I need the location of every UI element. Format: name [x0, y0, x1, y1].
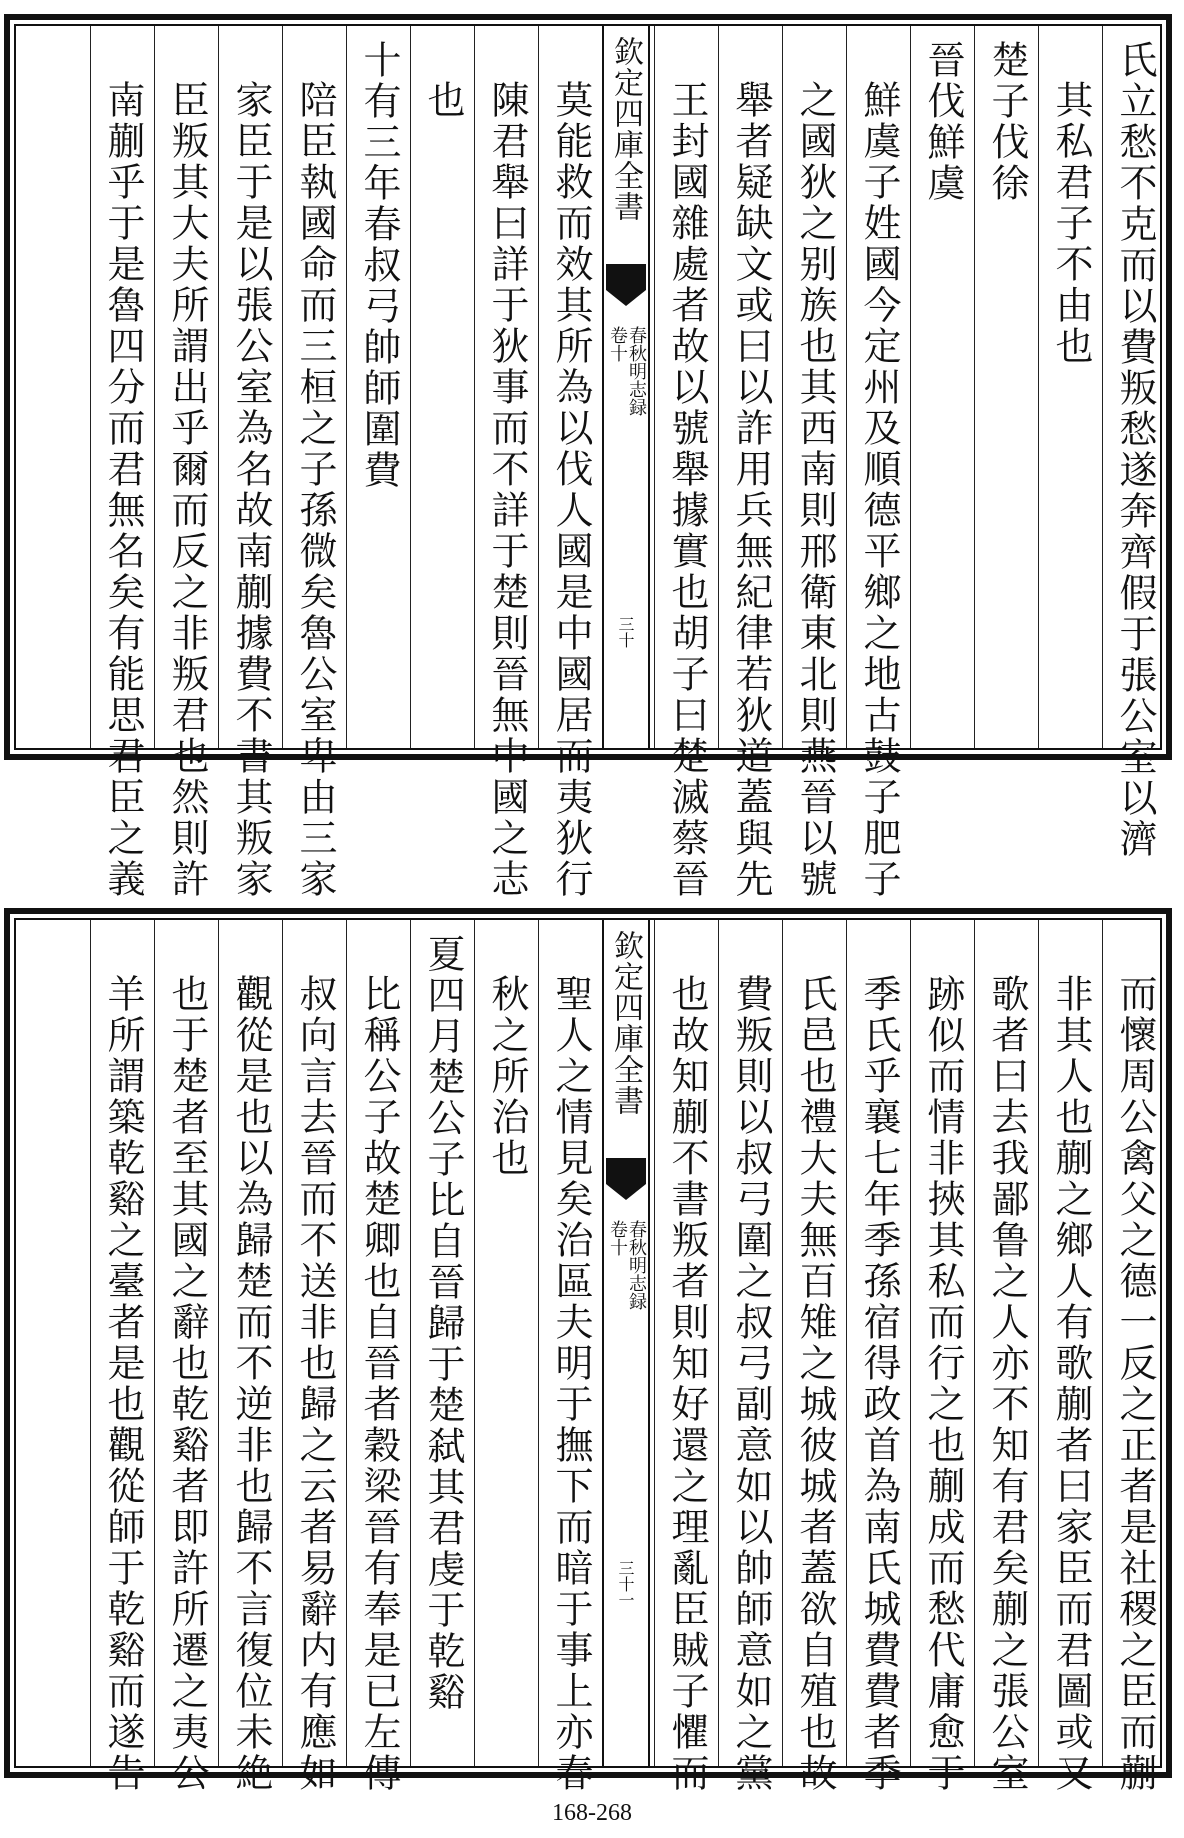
book-series-title: 欽定四庫全書: [608, 930, 643, 1116]
text-column: [718, 26, 782, 900]
column-text: 十有三年春叔弓帥師圍費: [357, 40, 401, 491]
column-text: 舉者疑缺文或曰以詐用兵無紀律若狄道蓋與先: [729, 80, 773, 900]
top-page: [4, 14, 1172, 900]
text-column: [846, 920, 910, 1794]
text-column: [154, 920, 218, 1794]
book-title: 春秋明志録: [626, 326, 647, 416]
column-text: 之國狄之别族也其西南則邢衛東北則燕晉以號: [793, 80, 837, 900]
text-column: [282, 920, 346, 1794]
top-page-inner-border: [14, 24, 1162, 900]
column-text: 叔向言去晉而不送非也歸之云者易辭内有應如: [293, 974, 337, 1794]
column-text: 費叛則以叔弓圍之叔弓副意如以帥師意如之黨: [729, 974, 773, 1794]
book-series-title: 欽定四庫全書: [608, 36, 643, 222]
text-column: [282, 26, 346, 900]
column-text: 也于楚者至其國之辭也乾谿者即許所遷之夷公: [165, 974, 209, 1794]
column-text: 陪臣執國命而三桓之子孫微矣魯公室卑由三家: [293, 80, 337, 900]
column-text: 也故知蒯不書叛者則知好還之理亂臣賊子懼而: [665, 974, 709, 1794]
column-text: 臣叛其大夫所謂出乎爾而反之非叛君也然則許: [165, 80, 209, 900]
text-column: [346, 920, 410, 1794]
column-text: 也: [421, 80, 465, 121]
text-column: [1038, 920, 1102, 1794]
top-columns: [16, 26, 1160, 900]
column-text: 羊所謂築乾谿之臺者是也觀從師于乾谿而遂告: [101, 974, 145, 1794]
column-text: 陳君舉曰詳于狄事而不詳于楚則晉無中國之志: [485, 80, 529, 900]
page-footer-number: 168-268: [552, 1800, 632, 1826]
text-column: [90, 26, 154, 900]
column-text: 季氏乎襄七年季孫宿得政首為南氏城費費者季: [857, 974, 901, 1794]
text-column: [1102, 920, 1166, 1794]
center-fold-banxin: [602, 26, 650, 748]
text-column: [410, 920, 474, 1766]
column-text: 氏邑也禮大夫無百雉之城彼城者蓋欲自殖也故: [793, 974, 837, 1794]
fishtail-mark-icon: [606, 264, 646, 290]
volume-label: 卷十: [607, 326, 628, 362]
volume-label: 卷十: [607, 1220, 628, 1256]
text-column: [218, 26, 282, 900]
column-text: 跡似而情非挾其私而行之也蒯成而愁代庸愈于: [921, 974, 965, 1794]
text-column: [538, 26, 602, 900]
text-column: [1038, 26, 1102, 748]
column-text: 南蒯乎于是魯四分而君無名矣有能思君臣之義: [101, 80, 145, 900]
text-column: [846, 26, 910, 900]
bottom-columns: [16, 920, 1160, 1794]
column-text: 其私君子不由也: [1049, 80, 1093, 367]
column-text: 楚子伐徐: [985, 40, 1029, 204]
leaf-number: 三十一: [616, 1560, 635, 1608]
leaf-number: 三十: [616, 616, 635, 648]
bottom-page: [4, 908, 1172, 1794]
fishtail-mark-icon: [606, 1158, 646, 1184]
bottom-page-inner-border: [14, 918, 1162, 1794]
text-column: [410, 26, 474, 748]
column-text: 鮮虞子姓國今定州及順德平鄉之地古鼓子肥子: [857, 80, 901, 900]
column-text: 莫能救而效其所為以伐人國是中國居而夷狄行: [549, 80, 593, 900]
column-text: 氏立愁不克而以費叛愁遂奔齊假于張公室以濟: [1113, 40, 1157, 860]
text-column: [910, 26, 974, 748]
text-column: [654, 920, 718, 1794]
column-text: 家臣于是以張公室為名故南蒯據費不書其叛家: [229, 80, 273, 900]
text-column: [974, 26, 1038, 748]
text-column: [474, 920, 538, 1766]
text-column: [974, 920, 1038, 1794]
column-text: 王封國雜處者故以號舉據實也胡子曰楚滅蔡晉: [665, 80, 709, 900]
text-column: [1102, 26, 1166, 860]
text-column: [910, 920, 974, 1794]
text-column: [538, 920, 602, 1794]
column-text: 晉伐鮮虞: [921, 40, 965, 204]
text-column: [654, 26, 718, 900]
text-column: [474, 26, 538, 900]
text-column: [782, 920, 846, 1794]
column-text: 比稱公子故楚卿也自晉者穀梁晉有奉是已左傳: [357, 974, 401, 1794]
text-column: [718, 920, 782, 1794]
column-text: 觀從是也以為歸楚而不逆非也歸不言復位未絶: [229, 974, 273, 1794]
column-text: 非其人也蒯之鄉人有歌蒯者曰家臣而君圖或又: [1049, 974, 1093, 1794]
column-text: 聖人之情見矣治區夫明于撫下而暗于事上亦春: [549, 974, 593, 1794]
text-column: [154, 26, 218, 900]
text-column: [782, 26, 846, 900]
text-column: [218, 920, 282, 1794]
center-fold-banxin: [602, 920, 650, 1766]
column-text: 秋之所治也: [485, 974, 529, 1179]
column-text: 夏四月楚公子比自晉歸于楚弑其君虔于乾谿: [421, 934, 465, 1713]
text-column: [346, 26, 410, 748]
text-column: [90, 920, 154, 1794]
column-text: 而懷周公禽父之德一反之正者是社稷之臣而蒯: [1113, 974, 1157, 1794]
column-text: 歌者曰去我鄙鲁之人亦不知有君矣蒯之張公室: [985, 974, 1029, 1794]
book-title: 春秋明志録: [626, 1220, 647, 1310]
